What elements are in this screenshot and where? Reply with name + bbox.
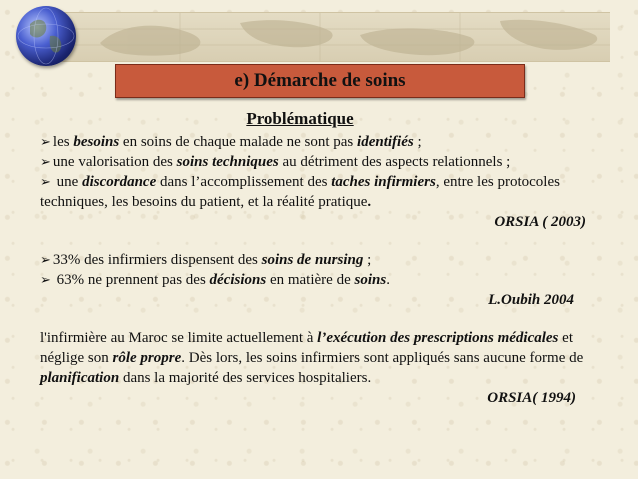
arrow-bullet-icon: ➢	[40, 174, 51, 189]
globe-icon	[16, 6, 76, 66]
world-map-decoration	[40, 13, 610, 61]
slide-title	[115, 64, 525, 98]
slide-title-text: e) Démarche de soins	[234, 70, 406, 91]
header-map-band	[40, 12, 610, 62]
reference-orsia-2003: ORSIA ( 2003)	[494, 214, 586, 230]
bullet-63-percent: ➢ 63% ne prennent pas des décisions en matière de soins.	[40, 272, 390, 288]
paragraph-infirmiere-maroc: l'infirmière au Maroc se limite actuellement à l’exécution des prescriptions médicales et néglige son rôle propre. Dès lors, les soins infirmiers sont appliqués sans aucune forme de planification dans la majorité des services hospitaliers.	[40, 330, 584, 386]
arrow-bullet-icon: ➢	[40, 134, 51, 149]
bullet-besoins: ➢ les besoins en soins de chaque malade ne sont pas identifiés ;	[40, 134, 422, 150]
arrow-bullet-icon: ➢	[40, 154, 51, 169]
bullet-33-percent: ➢ 33% des infirmiers dispensent des soins de nursing ;	[40, 252, 372, 268]
arrow-bullet-icon: ➢	[40, 272, 51, 287]
heading-problematique: Problématique	[246, 109, 354, 128]
reference-oubih-2004: L.Oubih 2004	[488, 292, 574, 308]
bullet-discordance: ➢ une discordance dans l’accomplissement des taches infirmiers, entre les protocoles techniques, les besoins du patient, et la réalité pratique.	[40, 174, 560, 210]
reference-orsia-1994: ORSIA( 1994)	[487, 390, 576, 406]
arrow-bullet-icon: ➢	[40, 252, 51, 267]
bullet-valorisation: ➢ une valorisation des soins techniques au détriment des aspects relationnels ;	[40, 154, 511, 170]
slide-body	[40, 108, 600, 408]
